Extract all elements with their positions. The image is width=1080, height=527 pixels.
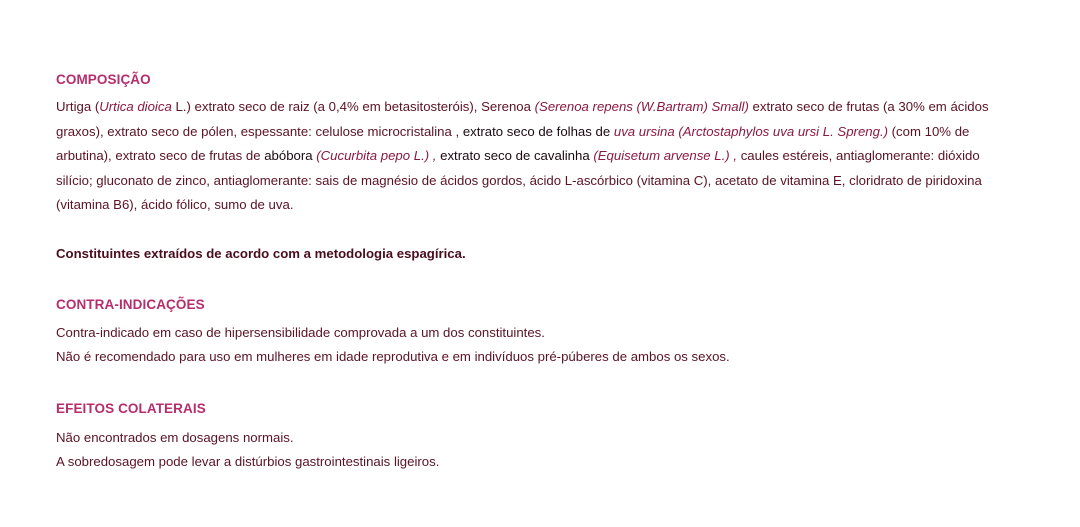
spagyric-note: Constituintes extraídos de acordo com a metodologia espagírica. <box>56 246 466 261</box>
composicao-segment: L.) extrato seco de raiz (a 0,4% em betasitosteróis), Serenoa <box>171 99 535 114</box>
composicao-segment-italic: uva ursina (Arctostaphylos uva ursi L. Spreng.) <box>613 123 888 139</box>
composicao-segment: caules estéreis, antiaglomerante: dióxido silício; gluconato de zinco, antiaglomerante: sais de magnésio de ácidos gordos, ácido L-ascórbico (vitamina C), acetato de vitamina E, cloridrato de piridoxina (vitamina B6), ácido fólico, sumo de uva. <box>56 148 982 212</box>
contra-indicacoes-line: Contra-indicado em caso de hipersensibilidade comprovada a um dos constituintes. <box>56 325 545 340</box>
composicao-segment: Urtiga ( <box>56 99 100 114</box>
efeitos-colaterais-line: A sobredosagem pode levar a distúrbios gastrointestinais ligeiros. <box>56 454 440 469</box>
composicao-segment-dark: extrato seco de cavalinha <box>436 148 594 163</box>
composicao-segment-dark: extrato seco de folhas de <box>462 123 614 139</box>
composicao-segment-italic: (Cucurbita pepo L.) , <box>316 148 437 163</box>
composicao-segment: (com 10% de arbutina), extrato seco de frutas de <box>56 123 970 163</box>
composicao-segment-italic: (Serenoa repens (W.Bartram) Small) <box>534 99 749 114</box>
composicao-heading: COMPOSIÇÃO <box>56 72 151 87</box>
contra-indicacoes-heading: CONTRA-INDICAÇÕES <box>56 297 205 312</box>
composicao-segment-dark: abóbora <box>264 148 317 163</box>
contra-indicacoes-line: Não é recomendado para uso em mulheres em idade reprodutiva e em indivíduos pré-púberes de ambos os sexos. <box>56 349 730 364</box>
efeitos-colaterais-line: Não encontrados em dosagens normais. <box>56 430 294 445</box>
composicao-paragraph <box>56 95 1016 218</box>
efeitos-colaterais-heading: EFEITOS COLATERAIS <box>56 401 206 416</box>
composicao-segment-italic: Urtica dioica <box>99 99 172 114</box>
composicao-segment: extrato seco de frutas (a 30% em ácidos graxos), extrato seco de pólen, espessante: celulose microcristalina , <box>56 99 989 139</box>
composicao-segment-italic: (Equisetum arvense L.) , <box>593 148 738 163</box>
